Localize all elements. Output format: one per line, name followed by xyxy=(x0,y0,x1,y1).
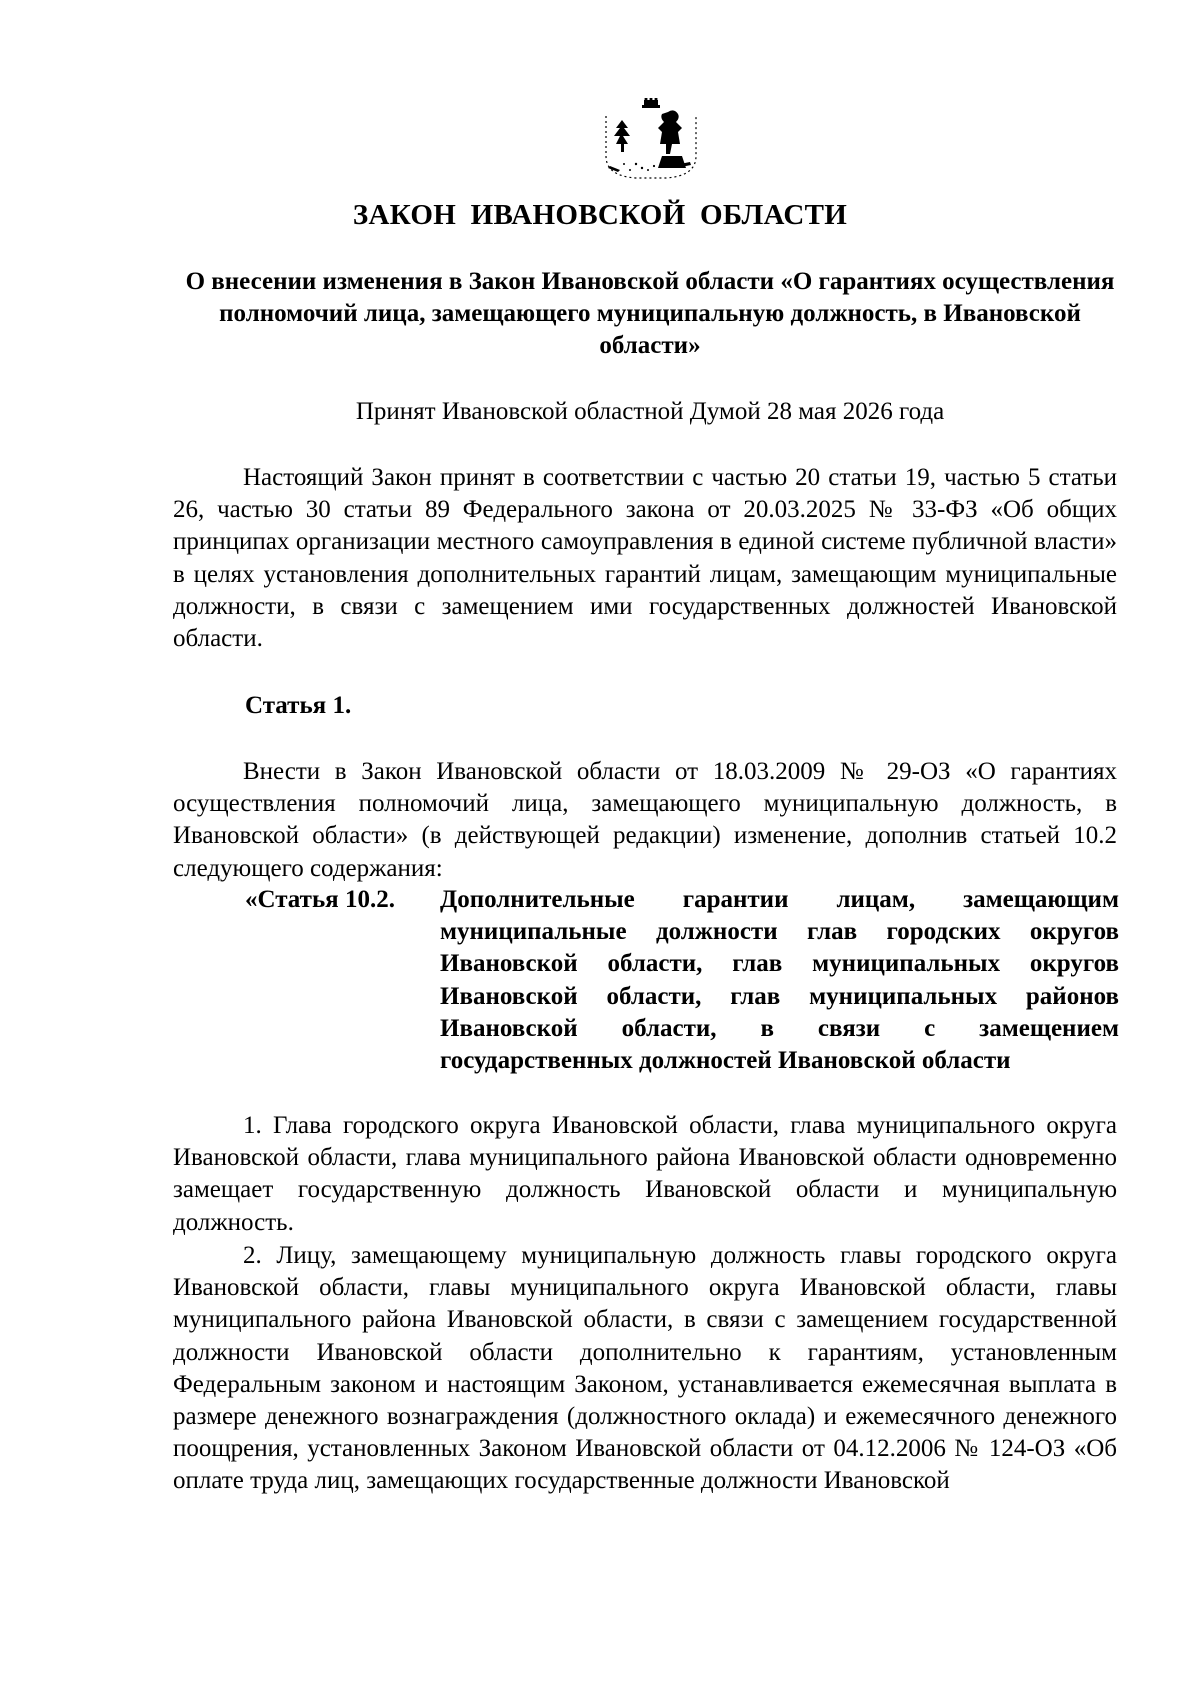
new-article-title: Дополнительные гарантии лицам, замещающим муниципальные должности глав городских округов Ивановской области, глав муниципальных округов Ивановской области, глав муниципальных районов Ивановской области, в связи с замещением государственных должностей Ивановской области xyxy=(440,886,1119,1075)
point-2-paragraph: 2. Лицу, замещающему муниципальную должность главы городского округа Ивановской области, главы муниципального округа Ивановской области, главы муниципального района Ивановской области, в связи с замещением государственной должности Ивановской области дополнительно к гарантиям, установленным Федеральным законом и настоящим Законом, устанавливается ежемесячная выплата в размере денежного вознаграждения (должностного оклада) и ежемесячного денежного поощрения, установленных Законом Ивановской области от 04.12.2006 № 124-ОЗ «Об оплате труда лиц, замещающих государственные должности Ивановской xyxy=(173,1242,1117,1495)
preamble-paragraph: Настоящий Закон принят в соответствии с частью 20 статьи 19, частью 5 статьи 26, частью 30 статьи 89 Федерального закона от 20.03.2025 № 33-ФЗ «Об общих принципах организации местного самоуправления в единой системе публичной власти» в целях установления дополнительных гарантий лицам, замещающим муниципальные должности, в связи с замещением ими государственных должностей Ивановской области. xyxy=(173,464,1117,653)
new-article-number: «Статья 10.2. xyxy=(245,886,395,913)
law-subtitle: О внесении изменения в Закон Ивановской области «О гарантиях осуществления полномочий лица, замещающего муниципальную должность, в Ивановской области» xyxy=(185,268,1115,360)
law-title: ЗАКОН ИВАНОВСКОЙ ОБЛАСТИ xyxy=(352,199,848,231)
article-1-heading: Статья 1. xyxy=(245,692,352,719)
article-1-text: Внести в Закон Ивановской области от 18.03.2009 № 29-ОЗ «О гарантиях осуществления полномочий лица, замещающего муниципальную должность, в Ивановской области» (в действующей редакции) изменение, дополнив статьей 10.2 следующего содержания: xyxy=(173,758,1117,882)
adoption-line: Принят Ивановской областной Думой 28 мая 2026 года xyxy=(355,398,945,425)
point-1-paragraph: 1. Глава городского округа Ивановской области, глава муниципального округа Ивановской области, глава муниципального района Ивановской области одновременно замещает государственную должность Ивановской области и муниципальную должность. xyxy=(173,1112,1117,1236)
coat-of-arms-icon xyxy=(596,98,706,182)
